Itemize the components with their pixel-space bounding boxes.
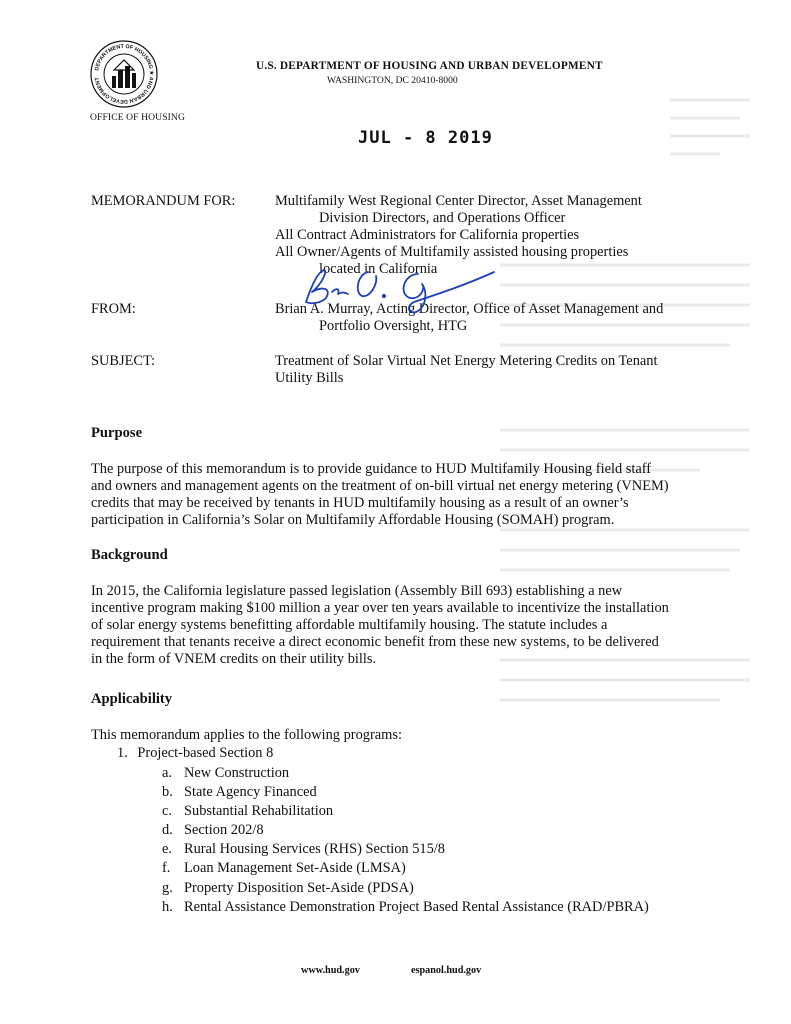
list-text: Substantial Rehabilitation <box>184 803 334 820</box>
paragraph-line: credits that may be received by tenants in HUD multifamily housing as a result of an owner’s <box>91 495 629 512</box>
program-number: 1. <box>117 745 128 761</box>
list-item <box>162 784 649 803</box>
purpose-paragraph <box>91 461 713 529</box>
list-text: New Construction <box>184 765 290 781</box>
list-text: Property Disposition Set-Aside (PDSA) <box>184 879 414 896</box>
paragraph-line: of solar energy systems benefitting affordable multifamily housing. The statute includes a <box>91 617 608 634</box>
paragraph-line: and owners and management agents on the treatment of on-bill virtual net energy metering (VNEM) <box>91 478 669 495</box>
list-text: Loan Management Set-Aside (LMSA) <box>184 860 406 877</box>
recipient-line: located in California <box>319 261 438 277</box>
program-item <box>117 745 273 762</box>
list-text: Rental Assistance Demonstration Project Based Rental Assistance (RAD/PBRA) <box>184 898 649 915</box>
background-heading: Background <box>91 547 168 563</box>
paragraph-line: The purpose of this memorandum is to provide guidance to HUD Multifamily Housing field staff <box>91 461 652 477</box>
list-letter: d. <box>162 822 173 839</box>
paragraph-line: In 2015, the California legislature passed legislation (Assembly Bill 693) establishing a new <box>91 583 623 599</box>
list-letter: a. <box>162 765 172 781</box>
footer-link-espanol[interactable]: espanol.hud.gov <box>411 965 482 976</box>
sender-line: Portfolio Oversight, HTG <box>319 318 468 334</box>
sender-line: Brian A. Murray, Acting Director, Office of Asset Management and <box>275 301 664 317</box>
recipient-line: Multifamily West Regional Center Director, Asset Management <box>275 193 642 209</box>
office-name: OFFICE OF HOUSING <box>90 112 185 123</box>
memo-for-label: MEMORANDUM FOR: <box>91 193 236 209</box>
paragraph-line: requirement that tenants receive a direct economic benefit from these new systems, to be delivered <box>91 634 659 651</box>
background-paragraph <box>91 583 713 668</box>
recipient-line: Division Directors, and Operations Officer <box>319 210 566 226</box>
list-item <box>162 765 649 784</box>
list-item <box>162 822 649 841</box>
paragraph-line: incentive program making $100 million a year over ten years available to incentivize the installation <box>91 600 669 617</box>
applicability-heading: Applicability <box>91 691 173 707</box>
list-letter: h. <box>162 898 173 915</box>
list-letter: g. <box>162 879 173 896</box>
svg-text:DEPARTMENT OF HOUSING ★ AND UR: DEPARTMENT OF HOUSING ★ AND URBAN DEVELOPMENT <box>94 43 155 105</box>
department-name: U.S. DEPARTMENT OF HOUSING AND URBAN DEVELOPMENT <box>256 60 603 72</box>
department-address: WASHINGTON, DC 20410-8000 <box>327 75 458 86</box>
list-item <box>162 841 649 860</box>
paragraph-line: in the form of VNEM credits on their utility bills. <box>91 651 377 668</box>
list-text: Rural Housing Services (RHS) Section 515/8 <box>184 841 446 858</box>
handwritten-signature <box>298 262 498 316</box>
list-item <box>162 880 649 899</box>
subject-line: Utility Bills <box>275 370 344 386</box>
date-stamp: JUL - 8 2019 <box>358 128 493 148</box>
hud-seal-logo <box>90 40 158 108</box>
subprogram-list <box>162 765 649 918</box>
list-text: Section 202/8 <box>184 822 264 839</box>
list-text: State Agency Financed <box>184 784 317 801</box>
list-item <box>162 860 649 879</box>
list-item <box>162 899 649 918</box>
footer-link-hud[interactable]: www.hud.gov <box>301 965 360 976</box>
recipient-line: All Contract Administrators for California properties <box>275 227 580 243</box>
memo-subject-label: SUBJECT: <box>91 353 156 369</box>
applicability-intro: This memorandum applies to the following programs: <box>91 727 402 743</box>
recipient-line: All Owner/Agents of Multifamily assisted housing properties <box>275 244 629 260</box>
memo-from-label: FROM: <box>91 301 136 317</box>
list-letter: c. <box>162 803 172 820</box>
list-item <box>162 803 649 822</box>
list-letter: b. <box>162 784 173 801</box>
purpose-heading: Purpose <box>91 425 143 441</box>
subject-line: Treatment of Solar Virtual Net Energy Metering Credits on Tenant <box>275 353 658 369</box>
list-letter: e. <box>162 841 172 858</box>
program-name: Project-based Section 8 <box>137 745 274 761</box>
paragraph-line: participation in California’s Solar on Multifamily Affordable Housing (SOMAH) program. <box>91 512 615 529</box>
memo-subject <box>275 353 705 387</box>
list-letter: f. <box>162 860 171 877</box>
